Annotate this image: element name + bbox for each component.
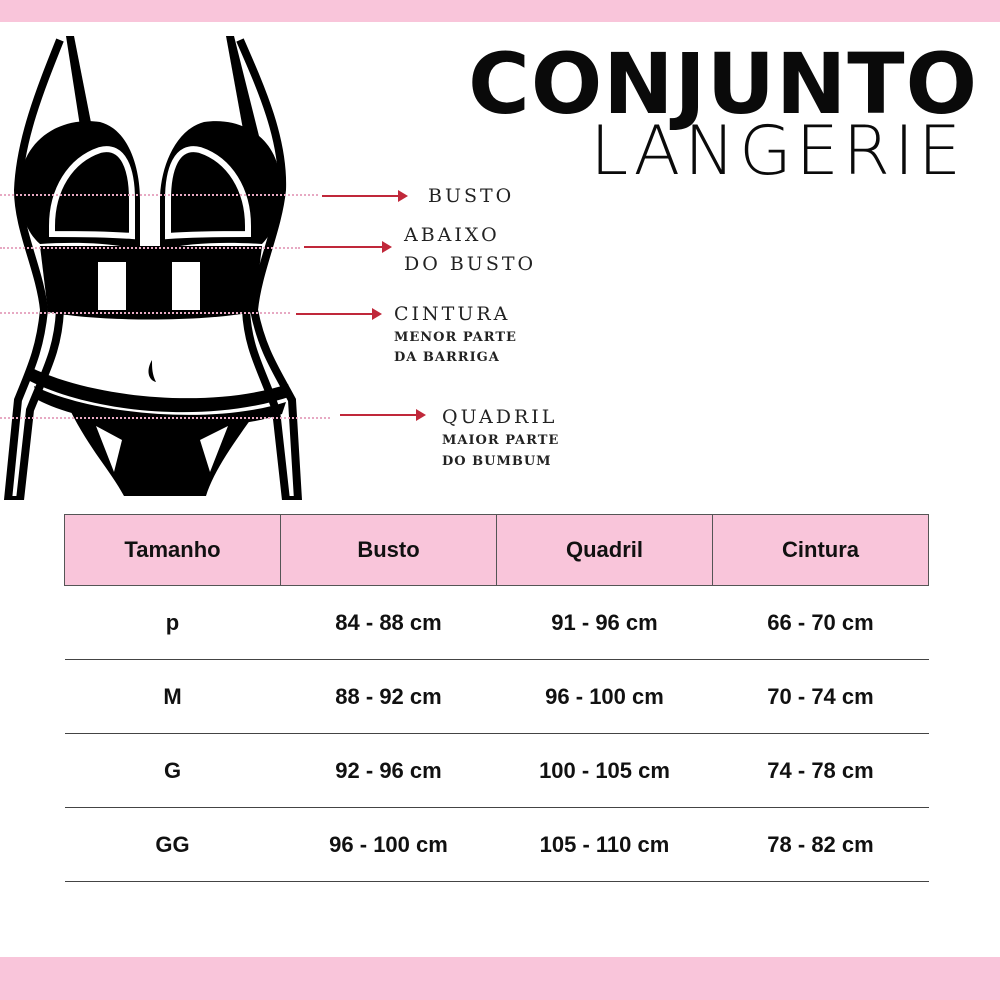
cell-quadril: 100 - 105 cm [497,734,713,808]
header-quadril: Quadril [497,515,713,586]
label-cintura-sub-2: DA BARRIGA [394,350,500,365]
cell-quadril: 105 - 110 cm [497,808,713,882]
label-quadril-sub-1: MAIOR PARTE [442,433,560,448]
title-main: CONJUNTO [468,35,978,133]
table-row [65,734,929,808]
cell-cintura: 66 - 70 cm [713,586,929,660]
header-busto: Busto [281,515,497,586]
cell-size: M [65,660,281,734]
header-cintura: Cintura [713,515,929,586]
label-cintura: CINTURA [394,303,511,325]
table-row [65,660,929,734]
guide-busto [0,194,318,196]
cell-size: G [65,734,281,808]
cell-busto: 84 - 88 cm [281,586,497,660]
cell-busto: 92 - 96 cm [281,734,497,808]
size-table [64,514,929,882]
cell-quadril: 96 - 100 cm [497,660,713,734]
cell-cintura: 74 - 78 cm [713,734,929,808]
title-sub: LANGERIE [590,112,965,191]
arrow-quadril [340,414,424,416]
lingerie-body-silhouette-icon [0,30,320,500]
label-cintura-sub-1: MENOR PARTE [394,330,517,345]
label-abaixo: ABAIXO [404,224,500,246]
cell-busto: 96 - 100 cm [281,808,497,882]
top-pink-band [0,0,1000,22]
cell-cintura: 78 - 82 cm [713,808,929,882]
guide-abaixo-busto [0,247,300,249]
label-quadril-sub-2: DO BUMBUM [442,454,552,469]
table-header-row [65,515,929,586]
arrow-busto [322,195,406,197]
cell-quadril: 91 - 96 cm [497,586,713,660]
table-row [65,586,929,660]
label-do-busto: DO BUSTO [404,253,537,275]
cell-size: GG [65,808,281,882]
cell-cintura: 70 - 74 cm [713,660,929,734]
arrow-cintura [296,313,380,315]
guide-cintura [0,312,290,314]
cell-size: p [65,586,281,660]
cell-busto: 88 - 92 cm [281,660,497,734]
label-busto: BUSTO [428,185,515,207]
arrow-abaixo-busto [304,246,390,248]
label-quadril: QUADRIL [442,406,558,428]
bottom-pink-band [0,957,1000,1000]
guide-quadril [0,417,330,419]
table-row [65,808,929,882]
header-tamanho: Tamanho [65,515,281,586]
